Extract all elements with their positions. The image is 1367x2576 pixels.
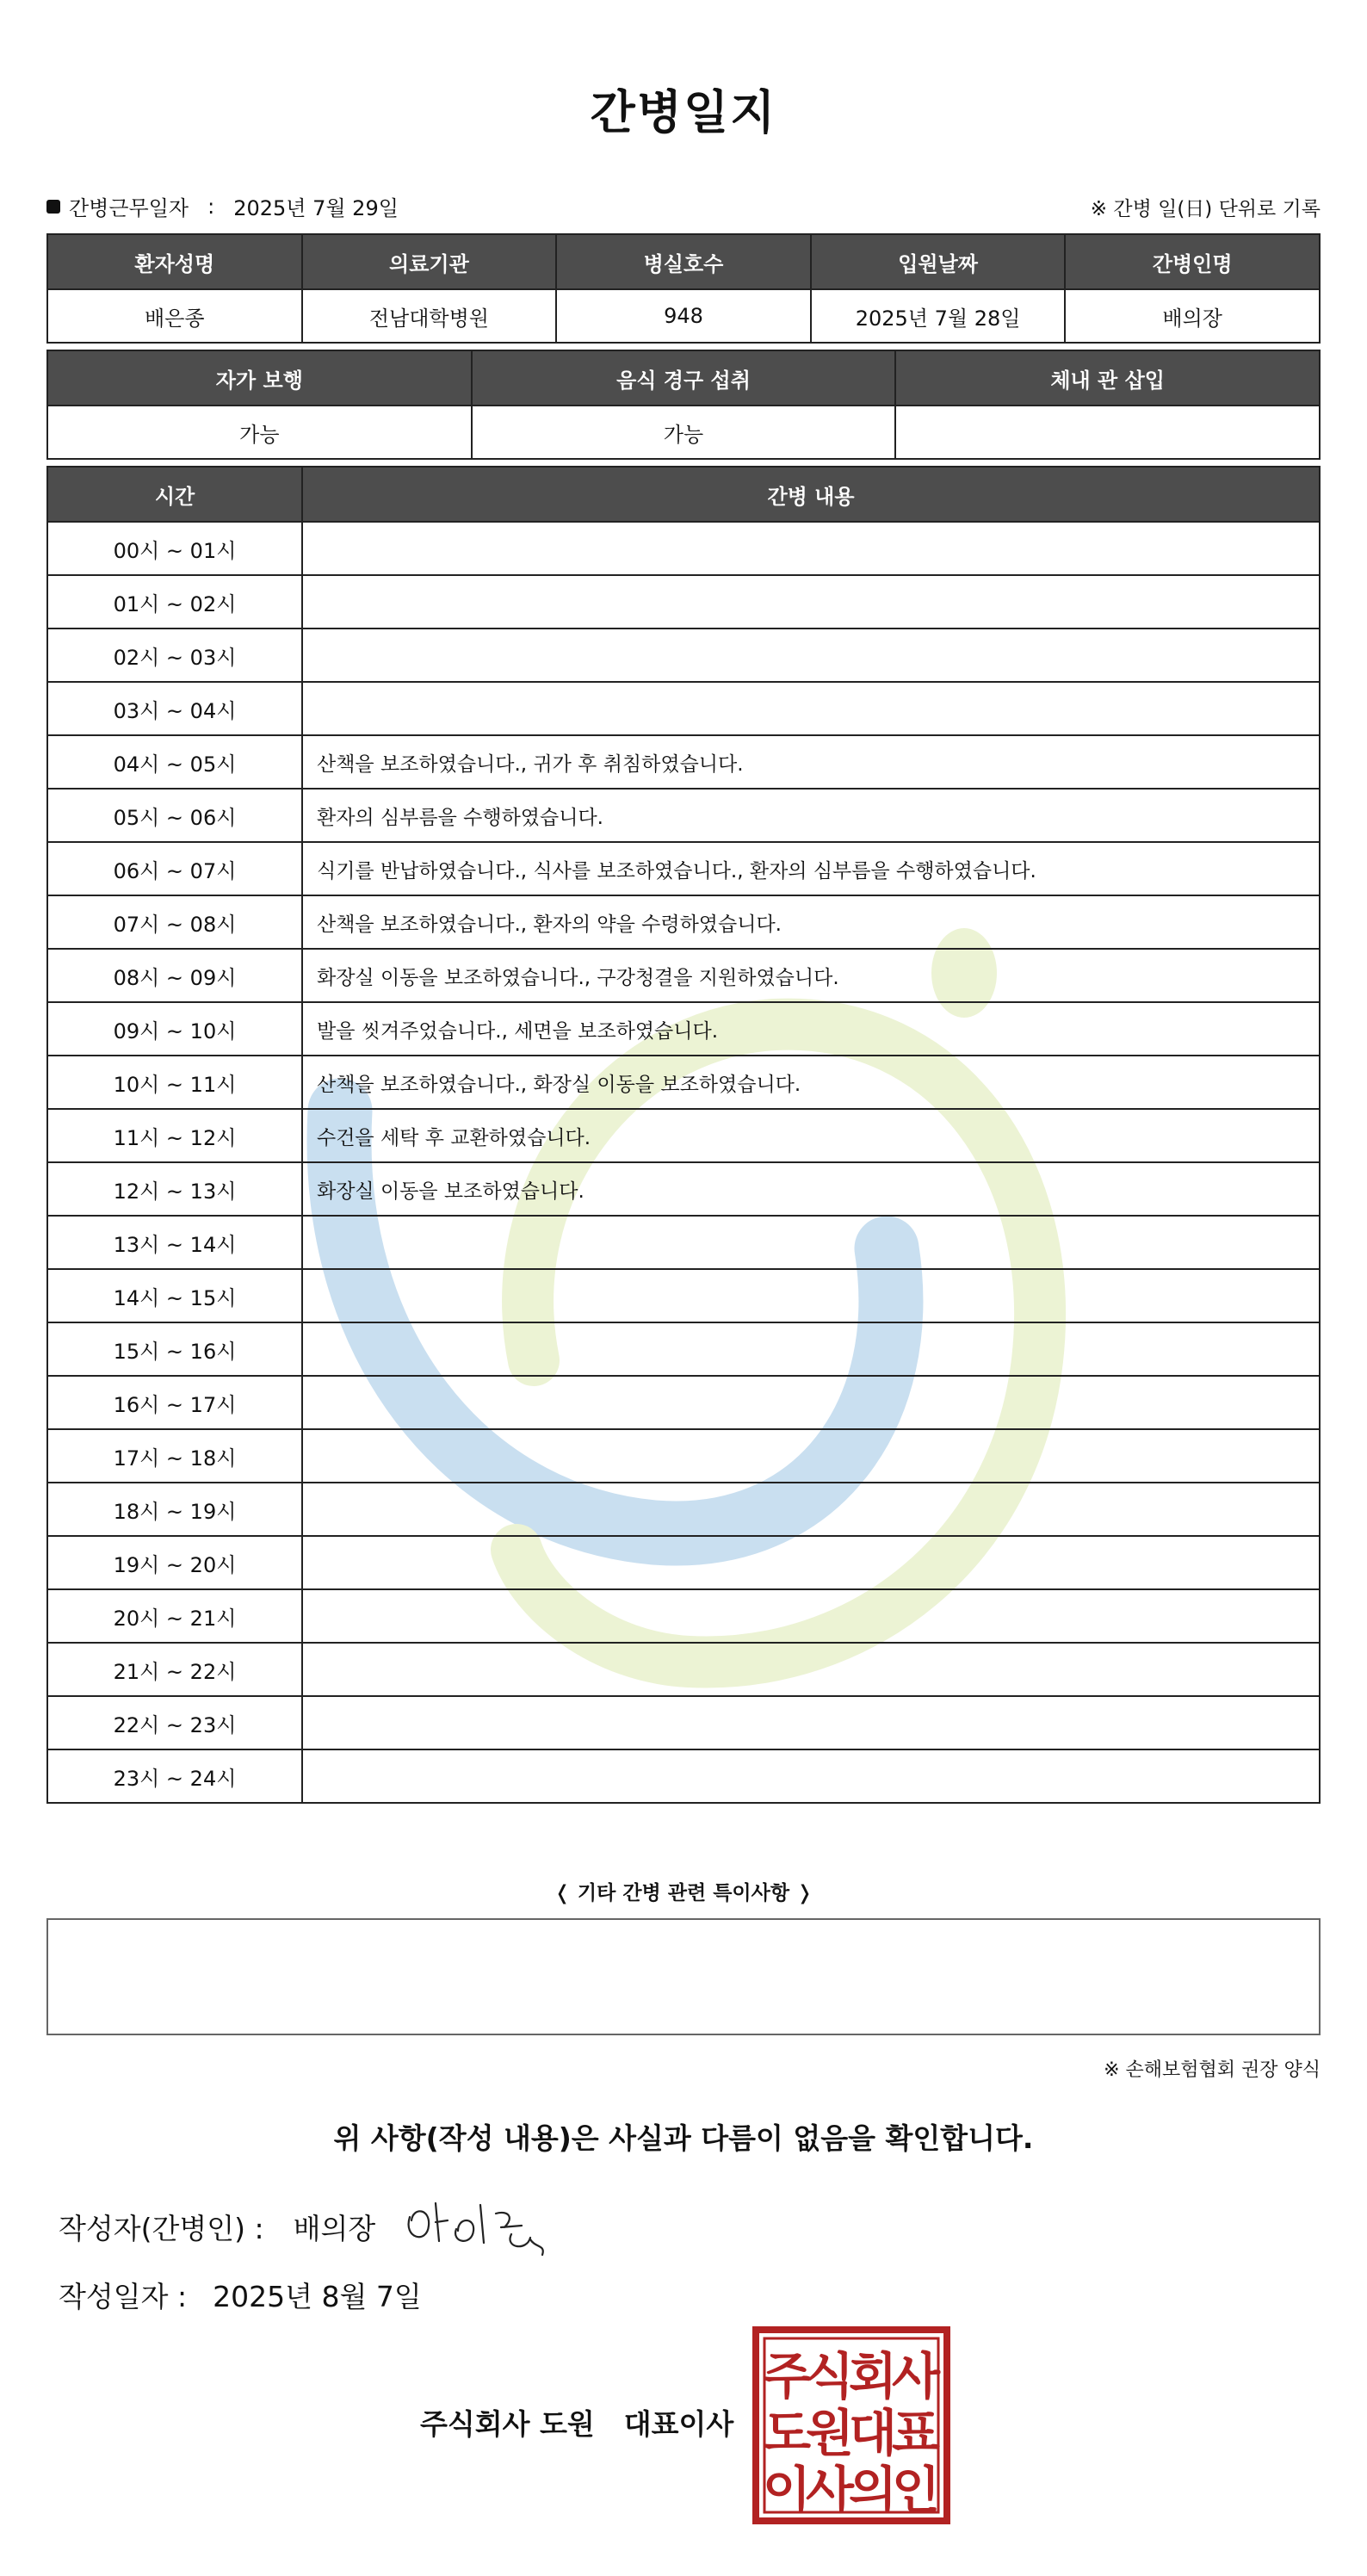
- table-row: [47, 1269, 1320, 1322]
- writer-row: [59, 2207, 375, 2247]
- care-content: [302, 1376, 1320, 1429]
- care-content: 화장실 이동을 보조하였습니다., 구강청결을 지원하였습니다.: [302, 949, 1320, 1002]
- table-row: [47, 406, 1320, 459]
- table-row: [47, 1483, 1320, 1536]
- table-header-row: [47, 234, 1320, 289]
- table-row: [47, 1002, 1320, 1056]
- patient-name: 배은종: [47, 289, 302, 343]
- patient-status-table: [46, 350, 1321, 460]
- care-content: 환자의 심부름을 수행하였습니다.: [302, 789, 1320, 842]
- room-number: 948: [556, 289, 811, 343]
- care-content: [302, 682, 1320, 735]
- care-content: [302, 1216, 1320, 1269]
- page-title: 간병일지: [590, 85, 777, 139]
- seal-glyph: 의: [848, 2461, 898, 2519]
- table-row: [47, 842, 1320, 895]
- confirmation-statement: 위 사항(작성 내용)은 사실과 다름이 없음을 확인합니다.: [333, 2121, 1034, 2155]
- time-slot: 19시 ~ 20시: [47, 1536, 302, 1589]
- time-slot: 05시 ~ 06시: [47, 789, 302, 842]
- seal-glyph: 인: [891, 2461, 941, 2519]
- header-admission-date: 입원날짜: [811, 234, 1066, 289]
- table-row: [47, 1162, 1320, 1216]
- hospital-name: 전남대학병원: [302, 289, 557, 343]
- header-caregiver: 간병인명: [1065, 234, 1320, 289]
- hourly-log-table: [46, 466, 1321, 1804]
- care-content: 식기를 반납하였습니다., 식사를 보조하였습니다., 환자의 심부름을 수행하였습니다.: [302, 842, 1320, 895]
- handwritten-signature: [401, 2191, 565, 2269]
- care-content: [302, 1269, 1320, 1322]
- table-row: [47, 1749, 1320, 1803]
- special-notes-title: ❬ 기타 간병 관련 특이사항 ❭: [554, 1882, 813, 1904]
- work-date-separator: :: [207, 194, 215, 219]
- table-row: [47, 735, 1320, 789]
- written-date-label: 작성일자 :: [59, 2280, 188, 2313]
- header-oral-intake: 음식 경구 섭취: [472, 350, 896, 406]
- seal-glyph: 식: [805, 2347, 855, 2406]
- table-row: [47, 522, 1320, 575]
- time-slot: 06시 ~ 07시: [47, 842, 302, 895]
- time-slot: 15시 ~ 16시: [47, 1322, 302, 1376]
- header-hospital: 의료기관: [302, 234, 557, 289]
- care-content: 산책을 보조하였습니다., 귀가 후 취침하였습니다.: [302, 735, 1320, 789]
- table-row: [47, 1429, 1320, 1483]
- table-row: [47, 1322, 1320, 1376]
- time-slot: 21시 ~ 22시: [47, 1643, 302, 1696]
- caregiver-name: 배의장: [1065, 289, 1320, 343]
- table-row: [47, 682, 1320, 735]
- patient-info-table: [46, 233, 1321, 344]
- walking-status: 가능: [47, 406, 472, 459]
- care-content: 산책을 보조하였습니다., 환자의 약을 수령하였습니다.: [302, 895, 1320, 949]
- tube-insertion-status: [895, 406, 1320, 459]
- time-slot: 07시 ~ 08시: [47, 895, 302, 949]
- seal-glyph: 사: [805, 2461, 855, 2519]
- care-content: [302, 575, 1320, 629]
- care-content: [302, 1536, 1320, 1589]
- time-slot: 02시 ~ 03시: [47, 629, 302, 682]
- care-content: [302, 1749, 1320, 1803]
- seal-glyph: 원: [805, 2404, 855, 2462]
- table-row: [47, 1589, 1320, 1643]
- time-slot: 18시 ~ 19시: [47, 1483, 302, 1536]
- time-slot: 04시 ~ 05시: [47, 735, 302, 789]
- work-date-row: [46, 191, 399, 221]
- header-care-content: 간병 내용: [302, 467, 1320, 522]
- square-bullet-icon: [46, 200, 60, 214]
- representative-title: 대표이사: [623, 2407, 734, 2441]
- table-row: [47, 629, 1320, 682]
- care-content: [302, 522, 1320, 575]
- company-signature: [420, 2402, 733, 2443]
- work-date-label: 간병근무일자: [69, 196, 189, 220]
- log-table-body: [47, 522, 1320, 1803]
- association-note: ※ 손해보험협회 권장 양식: [1104, 2059, 1321, 2081]
- special-notes-box: [46, 1918, 1321, 2035]
- writer-label: 작성자(간병인) :: [59, 2212, 264, 2245]
- written-date-value: 2025년 8월 7일: [213, 2280, 422, 2313]
- time-slot: 17시 ~ 18시: [47, 1429, 302, 1483]
- time-slot: 12시 ~ 13시: [47, 1162, 302, 1216]
- time-slot: 22시 ~ 23시: [47, 1696, 302, 1749]
- time-slot: 00시 ~ 01시: [47, 522, 302, 575]
- care-content: [302, 1429, 1320, 1483]
- table-row: [47, 949, 1320, 1002]
- care-content: [302, 1696, 1320, 1749]
- care-content: [302, 1589, 1320, 1643]
- table-row: [47, 789, 1320, 842]
- care-content: [302, 1643, 1320, 1696]
- time-slot: 14시 ~ 15시: [47, 1269, 302, 1322]
- care-content: [302, 629, 1320, 682]
- writer-name: 배의장: [293, 2212, 376, 2245]
- time-slot: 20시 ~ 21시: [47, 1589, 302, 1643]
- company-seal-stamp: [752, 2326, 950, 2524]
- unit-note: ※ 간병 일(日) 단위로 기록: [1090, 198, 1321, 220]
- table-row: [47, 1536, 1320, 1589]
- table-row: [47, 1696, 1320, 1749]
- table-row: [47, 1643, 1320, 1696]
- seal-glyph: 표: [891, 2404, 941, 2462]
- header-room: 병실호수: [556, 234, 811, 289]
- time-slot: 09시 ~ 10시: [47, 1002, 302, 1056]
- admission-date: 2025년 7월 28일: [811, 289, 1066, 343]
- care-content: 발을 씻겨주었습니다., 세면을 보조하였습니다.: [302, 1002, 1320, 1056]
- company-name: 주식회사 도원: [420, 2407, 595, 2441]
- table-header-row: [47, 350, 1320, 406]
- table-header-row: [47, 467, 1320, 522]
- time-slot: 11시 ~ 12시: [47, 1109, 302, 1162]
- oral-intake-status: 가능: [472, 406, 896, 459]
- time-slot: 10시 ~ 11시: [47, 1056, 302, 1109]
- table-row: [47, 575, 1320, 629]
- table-row: [47, 289, 1320, 343]
- written-date-row: [59, 2275, 422, 2315]
- time-slot: 03시 ~ 04시: [47, 682, 302, 735]
- time-slot: 13시 ~ 14시: [47, 1216, 302, 1269]
- header-walking: 자가 보행: [47, 350, 472, 406]
- time-slot: 16시 ~ 17시: [47, 1376, 302, 1429]
- time-slot: 01시 ~ 02시: [47, 575, 302, 629]
- seal-glyph: 회: [848, 2347, 898, 2406]
- care-content: [302, 1322, 1320, 1376]
- seal-glyph: 도: [762, 2404, 812, 2462]
- care-content: 화장실 이동을 보조하였습니다.: [302, 1162, 1320, 1216]
- table-row: [47, 1216, 1320, 1269]
- seal-glyph: 대: [848, 2404, 898, 2462]
- time-slot: 23시 ~ 24시: [47, 1749, 302, 1803]
- header-tube-insertion: 체내 관 삽입: [895, 350, 1320, 406]
- seal-glyph: 이: [762, 2461, 812, 2519]
- table-row: [47, 1056, 1320, 1109]
- header-patient-name: 환자성명: [47, 234, 302, 289]
- care-content: 수건을 세탁 후 교환하였습니다.: [302, 1109, 1320, 1162]
- care-content: 산책을 보조하였습니다., 화장실 이동을 보조하였습니다.: [302, 1056, 1320, 1109]
- care-content: [302, 1483, 1320, 1536]
- table-row: [47, 1109, 1320, 1162]
- header-time: 시간: [47, 467, 302, 522]
- seal-glyph: 주: [762, 2347, 812, 2406]
- table-row: [47, 1376, 1320, 1429]
- time-slot: 08시 ~ 09시: [47, 949, 302, 1002]
- seal-glyph: 사: [891, 2347, 941, 2406]
- table-row: [47, 895, 1320, 949]
- work-date-value: 2025년 7월 29일: [233, 196, 399, 220]
